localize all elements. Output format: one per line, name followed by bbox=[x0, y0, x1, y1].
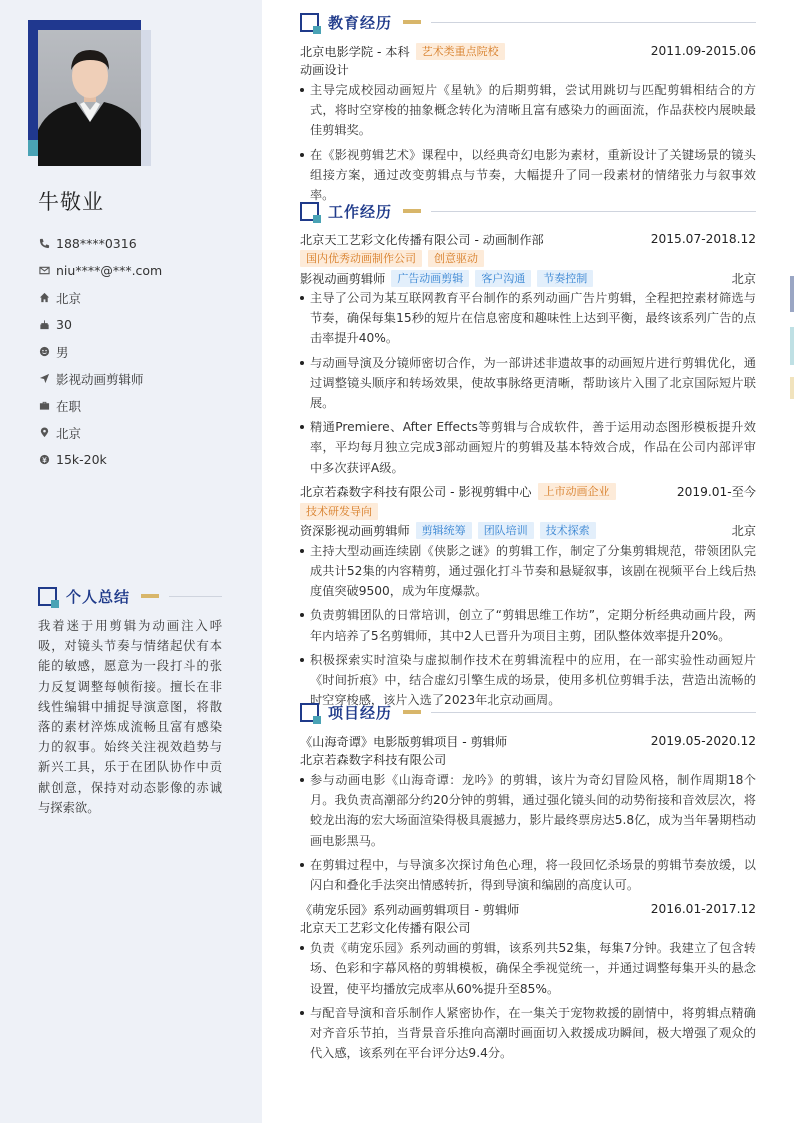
section-divider bbox=[431, 22, 756, 23]
education-row bbox=[300, 41, 756, 61]
job-1-bullets bbox=[300, 288, 756, 478]
job-2-company: 北京若森数字科技有限公司 - 影视剪辑中心 bbox=[300, 485, 532, 500]
info-age-text: 30 bbox=[56, 317, 72, 332]
location-pin-icon bbox=[38, 427, 50, 439]
email-icon bbox=[38, 265, 50, 277]
section-divider bbox=[169, 596, 222, 597]
education-title: 教育经历 bbox=[328, 13, 393, 32]
info-status-text: 在职 bbox=[56, 398, 82, 414]
photo-shadow bbox=[141, 30, 151, 166]
role-tag: 技术探索 bbox=[540, 522, 596, 539]
job-1-company-tags bbox=[300, 249, 756, 268]
company-tag: 国内优秀动画制作公司 bbox=[300, 250, 422, 267]
info-position-text: 影视动画剪辑师 bbox=[56, 371, 144, 387]
info-phone-text: 188****0316 bbox=[56, 236, 137, 251]
edge-mark-teal bbox=[790, 327, 794, 365]
info-age bbox=[38, 311, 238, 338]
job-1-date: 2015.07-2018.12 bbox=[650, 232, 756, 246]
info-salary-text: 15k-20k bbox=[56, 452, 107, 467]
info-home-text: 北京 bbox=[56, 290, 82, 306]
role-tag: 剪辑统筹 bbox=[416, 522, 472, 539]
education-date: 2011.09-2015.06 bbox=[650, 44, 756, 58]
job-2-bullets bbox=[300, 541, 756, 711]
education-school: 北京电影学院 - 本科 bbox=[300, 44, 410, 59]
project-2-row bbox=[300, 899, 756, 919]
info-location bbox=[38, 419, 238, 446]
education-section bbox=[300, 12, 756, 209]
work-section-header bbox=[300, 201, 756, 221]
project-2-company: 北京天工艺彩文化传播有限公司 bbox=[300, 921, 471, 936]
projects-section-header bbox=[300, 702, 756, 722]
edge-mark-gold bbox=[790, 377, 794, 399]
job-1-role: 影视动画剪辑师 bbox=[300, 271, 386, 286]
info-location-text: 北京 bbox=[56, 425, 82, 441]
phone-icon bbox=[38, 238, 50, 250]
job-2-date: 2019.01-至今 bbox=[676, 485, 756, 500]
job-1-role-row bbox=[300, 268, 756, 288]
role-tag: 客户沟通 bbox=[475, 270, 531, 287]
list-item: 积极探索实时渲染与虚拟制作技术在剪辑流程中的应用，在一部实验性动画短片《时间折痕》中，结合虚幻引擎生成的场景，使用多机位剪辑手法，营造出流畅的时空穿梭感，该片入选了2023年北京动画周。 bbox=[300, 650, 756, 711]
list-item: 与配音导演和音乐制作人紧密协作，在一集关于宠物救援的剧情中，将剪辑点精确对齐音乐节拍，当背景音乐推向高潮时画面切入救援成功瞬间，极大增强了观众的代入感，该系列在平台评分达9.4分。 bbox=[300, 1003, 756, 1064]
job-2-company-tags bbox=[300, 502, 756, 521]
role-tag: 广告动画剪辑 bbox=[391, 270, 469, 287]
list-item: 主导完成校园动画短片《星轨》的后期剪辑，尝试用跳切与匹配剪辑相结合的方式，将时空穿梭的抽象概念转化为清晰且富有感染力的画面流，作品获校内展映最佳剪辑奖。 bbox=[300, 80, 756, 141]
work-title: 工作经历 bbox=[328, 202, 393, 221]
list-item: 负责剪辑团队的日常培训，创立了“剪辑思维工作坊”，定期分析经典动画片段，两年内培养了5名剪辑师，其中2人已晋升为项目主剪，团队整体效率提升20%。 bbox=[300, 605, 756, 645]
project-2-name: 《萌宠乐园》系列动画剪辑项目 - 剪辑师 bbox=[300, 902, 520, 917]
avatar bbox=[38, 30, 141, 166]
section-square-icon bbox=[38, 587, 57, 606]
info-email bbox=[38, 257, 238, 284]
list-item: 负责《萌宠乐园》系列动画的剪辑，该系列共52集，每集7分钟。我建立了包含转场、色彩和字幕风格的剪辑模板，确保全季视觉统一，并通过调整每集开头的悬念设置，使平均播放完成率从60%提升至85%。 bbox=[300, 938, 756, 999]
list-item: 主持大型动画连续剧《侠影之谜》的剪辑工作，制定了分集剪辑规范，带领团队完成共计52集的内容精剪，通过强化打斗节奏和悬疑叙事，该剧在视频平台上线后热度值突破9500，成为年度爆款。 bbox=[300, 541, 756, 602]
job-2-city: 北京 bbox=[731, 524, 756, 539]
list-item: 与动画导演及分镜师密切合作，为一部讲述非遗故事的动画短片进行剪辑优化，通过调整镜头顺序和转场效果，使故事脉络更清晰，帮助该片入围了北京国际短片联展。 bbox=[300, 353, 756, 414]
list-item: 参与动画电影《山海奇谭：龙吟》的剪辑，该片为奇幻冒险风格，制作周期18个月。我负责高潮部分约20分钟的剪辑，通过强化镜头间的动势衔接和音效层次，将蛟龙出海的宏大场面渲染得极具震撼力，影片最终票房达5.8亿，成为当年暑期档动画电影黑马。 bbox=[300, 770, 756, 851]
section-square-icon bbox=[300, 13, 319, 32]
job-2-role: 资深影视动画剪辑师 bbox=[300, 524, 410, 539]
cake-icon bbox=[38, 319, 50, 331]
photo-frame-accent bbox=[28, 140, 38, 156]
projects-title: 项目经历 bbox=[328, 703, 393, 722]
project-1-date: 2019.05-2020.12 bbox=[650, 734, 756, 748]
info-salary bbox=[38, 446, 238, 473]
send-icon bbox=[38, 373, 50, 385]
job-2-role-row bbox=[300, 521, 756, 541]
section-gold-bar bbox=[403, 710, 421, 714]
company-tag: 创意驱动 bbox=[428, 250, 484, 267]
project-1-company: 北京若森数字科技有限公司 bbox=[300, 753, 447, 767]
section-square-icon bbox=[300, 703, 319, 722]
education-major: 动画设计 bbox=[300, 63, 349, 77]
summary-title: 个人总结 bbox=[66, 587, 131, 606]
section-gold-bar bbox=[141, 594, 159, 598]
home-icon bbox=[38, 292, 50, 304]
list-item: 在《影视剪辑艺术》课程中，以经典奇幻电影为素材，重新设计了关键场景的镜头组接方案，通过改变剪辑点与节奏，大幅提升了同一段素材的情绪张力与叙事效率。 bbox=[300, 145, 756, 206]
education-bullets bbox=[300, 80, 756, 205]
job-1-city: 北京 bbox=[731, 271, 756, 286]
candidate-name: 牛敬业 bbox=[38, 190, 104, 214]
sidebar bbox=[0, 0, 262, 1123]
job-2-row bbox=[300, 482, 756, 502]
summary-section-header bbox=[38, 586, 222, 606]
gender-icon bbox=[38, 346, 50, 358]
info-home bbox=[38, 284, 238, 311]
job-1-row bbox=[300, 229, 756, 249]
info-status bbox=[38, 392, 238, 419]
avatar-portrait-icon bbox=[38, 30, 141, 166]
project-1-row bbox=[300, 731, 756, 751]
education-section-header bbox=[300, 12, 756, 32]
section-divider bbox=[431, 211, 756, 212]
salary-icon bbox=[38, 454, 50, 466]
info-position bbox=[38, 365, 238, 392]
section-gold-bar bbox=[403, 209, 421, 213]
project-2-date: 2016.01-2017.12 bbox=[650, 902, 756, 917]
info-gender bbox=[38, 338, 238, 365]
work-section bbox=[300, 201, 756, 714]
briefcase-icon bbox=[38, 400, 50, 412]
info-gender-text: 男 bbox=[56, 344, 69, 360]
section-divider bbox=[431, 712, 756, 713]
list-item: 在剪辑过程中，与导演多次探讨角色心理，将一段回忆杀场景的剪辑节奏放缓，以闪白和叠化手法突出情感转折，得到导演和编剧的高度认可。 bbox=[300, 855, 756, 895]
education-tag: 艺术类重点院校 bbox=[416, 43, 505, 60]
list-item: 主导了公司为某互联网教育平台制作的系列动画广告片剪辑，全程把控素材筛选与节奏，确保每集15秒的短片在信息密度和趣味性上达到平衡，最终该系列广告的点击率提升40%。 bbox=[300, 288, 756, 349]
contact-info-list bbox=[38, 230, 238, 473]
info-phone bbox=[38, 230, 238, 257]
projects-section bbox=[300, 702, 756, 1067]
edge-mark-navy bbox=[790, 276, 794, 312]
section-gold-bar bbox=[403, 20, 421, 24]
project-2-bullets bbox=[300, 938, 756, 1063]
project-1-bullets bbox=[300, 770, 756, 895]
section-square-icon bbox=[300, 202, 319, 221]
company-tag: 技术研发导向 bbox=[300, 503, 378, 520]
info-email-text: niu****@***.com bbox=[56, 263, 163, 278]
role-tag: 节奏控制 bbox=[537, 270, 593, 287]
role-tag: 团队培训 bbox=[478, 522, 534, 539]
job-1-company: 北京天工艺彩文化传播有限公司 - 动画制作部 bbox=[300, 232, 544, 247]
list-item: 精通Premiere、After Effects等剪辑与合成软件，善于运用动态图形模板提升效率，平均每月独立完成3部动画短片的剪辑及基本特效合成，作品在公司内部评审中多次获评A级。 bbox=[300, 417, 756, 478]
project-1-name: 《山海奇谭》电影版剪辑项目 - 剪辑师 bbox=[300, 734, 508, 749]
summary-text: 我着迷于用剪辑为动画注入呼吸，对镜头节奏与情绪起伏有本能的敏感，愿意为一段打斗的张力反复调整每帧衔接。擅长在非线性编辑中捕捉导演意图，将散落的素材淬炼成流畅且富有感染力的叙事。始终关注视效趋势与新兴工具，乐于在团队协作中贡献创意，保持对动态影像的赤诚与探索欲。 bbox=[38, 619, 222, 815]
company-tag: 上市动画企业 bbox=[538, 483, 616, 500]
